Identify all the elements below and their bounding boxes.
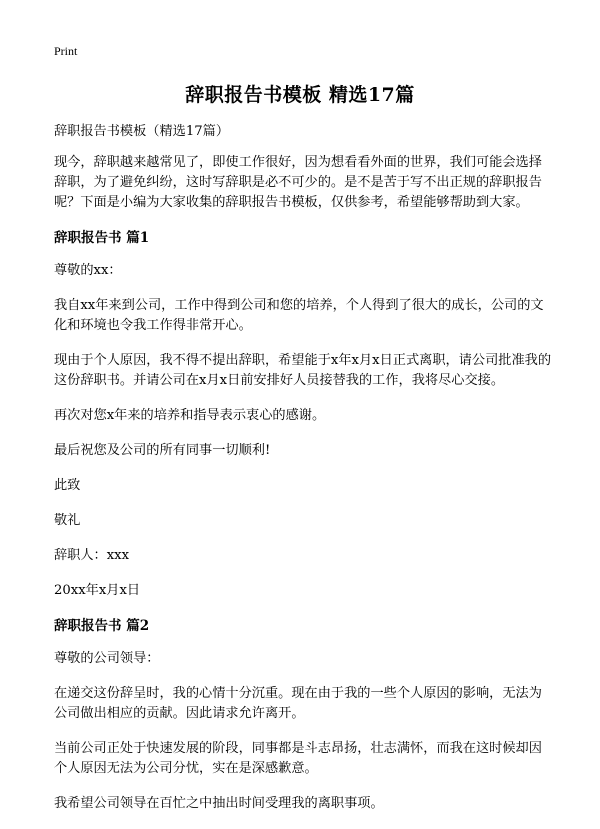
- section-2-paragraph-1: 在递交这份辞呈时，我的心情十分沉重。现在由于我的一些个人原因的影响，无法为公司做出相应的贡献。因此请求允许离开。: [54, 686, 542, 721]
- section-1-paragraph-3: 再次对您x年来的培养和指导表示衷心的感谢。: [54, 408, 326, 423]
- section-1-heading: 辞职报告书 篇1: [54, 230, 150, 246]
- intro-paragraph: 现今，辞职越来越常见了，即使工作很好，因为想看看外面的世界，我们可能会选择辞职，为了避免纠纷，这时写辞职是必不可少的。是不是苦于写不出正规的辞职报告呢？下面是小编为大家收集的辞职报告书模板，仅供参考，希望能够帮助到大家。: [54, 155, 542, 210]
- section-1-date: 20xx年x月x日: [54, 583, 141, 598]
- section-1-closing-1: 此致: [54, 478, 81, 493]
- section-2-paragraph-3: 我希望公司领导在百忙之中抽出时间受理我的离职事项。: [54, 796, 384, 811]
- section-2-paragraph-2: 当前公司正处于快速发展的阶段，同事都是斗志昂扬，壮志满怀，而我在这时候却因个人原因无法为公司分忧，实在是深感歉意。: [54, 741, 542, 776]
- document-title: 辞职报告书模板 精选17篇: [185, 84, 415, 106]
- section-2-greeting: 尊敬的公司领导：: [54, 651, 160, 666]
- print-label[interactable]: Print: [54, 44, 78, 58]
- section-1-paragraph-2: 现由于个人原因，我不得不提出辞职，希望能于x年x月x日正式离职，请公司批准我的这份辞职书。并请公司在x月x日前安排好人员接替我的工作，我将尽心交接。: [54, 353, 552, 388]
- document-body: [54, 122, 554, 829]
- section-1-closing-2: 敬礼: [54, 513, 81, 528]
- section-1-greeting: 尊敬的xx：: [54, 263, 122, 278]
- section-1-paragraph-1: 我自xx年来到公司，工作中得到公司和您的培养，个人得到了很大的成长，公司的文化和环境也令我工作得非常开心。: [54, 298, 544, 333]
- section-2-heading: 辞职报告书 篇2: [54, 618, 150, 634]
- section-1-signature: 辞职人：xxx: [54, 548, 130, 563]
- section-1-paragraph-4: 最后祝您及公司的所有同事一切顺利!: [54, 443, 271, 458]
- document-subtitle: 辞职报告书模板（精选17篇）: [54, 124, 230, 139]
